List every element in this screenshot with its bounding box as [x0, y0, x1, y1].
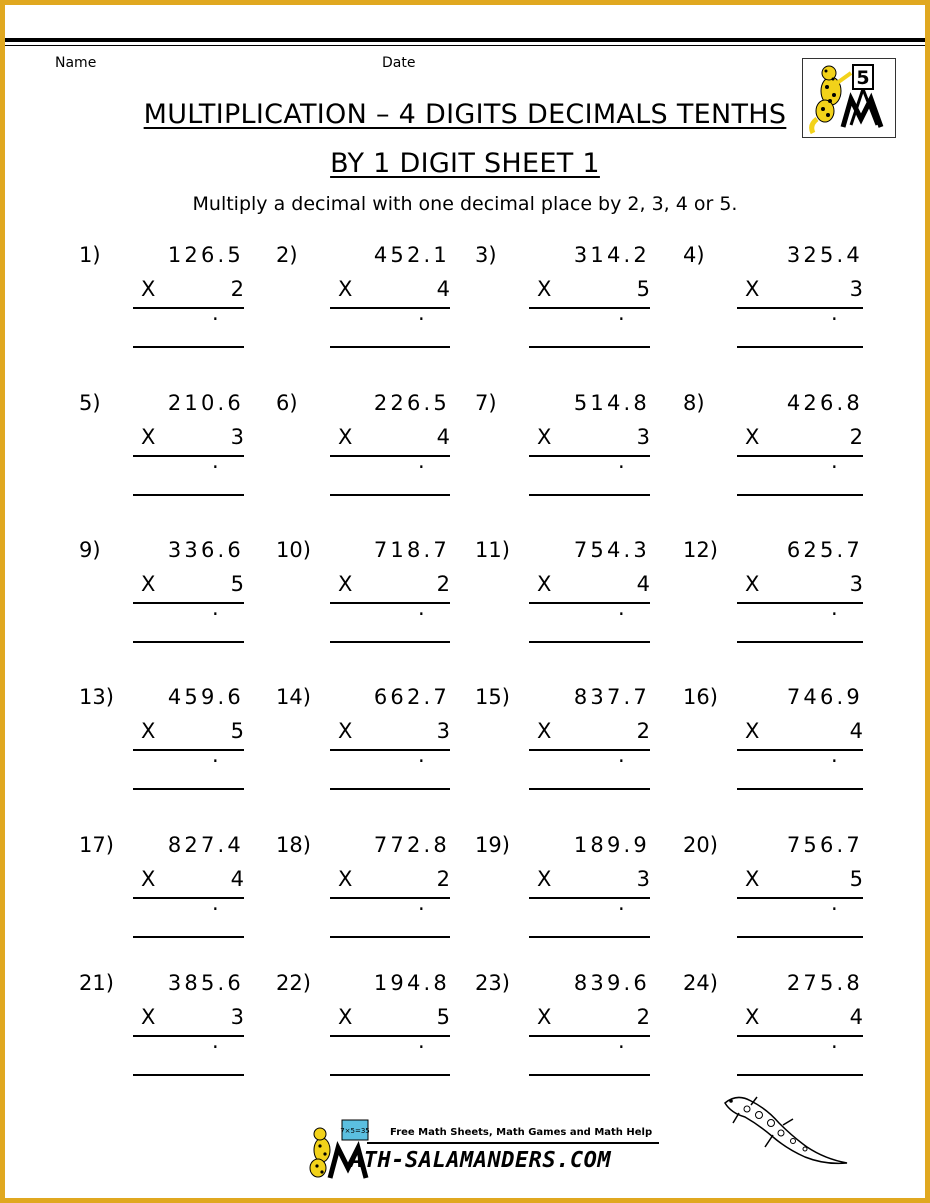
answer-decimal-point: . — [212, 596, 219, 620]
problem-item — [79, 685, 244, 795]
problem-multiplier: 3 — [636, 867, 650, 891]
problem-item — [475, 833, 650, 943]
problem-number: 14) — [276, 685, 311, 709]
top-border-thin — [5, 45, 925, 46]
problem-multiplier: 3 — [230, 1005, 244, 1029]
multiplication-line — [737, 455, 863, 457]
times-sign: X — [537, 572, 552, 596]
times-sign: X — [141, 867, 156, 891]
problem-top-number: 756.7 — [786, 833, 863, 857]
problem-top-number: 839.6 — [573, 971, 650, 995]
times-sign: X — [537, 719, 552, 743]
date-label: Date — [382, 55, 416, 71]
answer-decimal-point: . — [418, 596, 425, 620]
problem-item — [475, 391, 650, 501]
problem-item — [79, 391, 244, 501]
times-sign: X — [338, 425, 353, 449]
times-sign: X — [141, 1005, 156, 1029]
multiplication-line — [330, 749, 450, 751]
answer-decimal-point: . — [212, 1029, 219, 1053]
times-sign: X — [141, 277, 156, 301]
problem-item — [683, 971, 863, 1081]
problem-top-number: 746.9 — [786, 685, 863, 709]
answer-line — [133, 641, 244, 643]
answer-line — [737, 346, 863, 348]
problem-number: 8) — [683, 391, 705, 415]
answer-line — [133, 1074, 244, 1076]
problem-item — [276, 685, 450, 795]
problem-multiplier: 3 — [849, 572, 863, 596]
footer-brand: ATH-SALAMANDERS.COM — [350, 1148, 612, 1173]
answer-line — [529, 494, 650, 496]
svg-text:7×5=35: 7×5=35 — [340, 1127, 370, 1135]
problem-top-number: 827.4 — [167, 833, 244, 857]
multiplication-line — [330, 1035, 450, 1037]
times-sign: X — [537, 277, 552, 301]
answer-decimal-point: . — [618, 891, 625, 915]
problem-multiplier: 2 — [636, 1005, 650, 1029]
times-sign: X — [338, 867, 353, 891]
problem-multiplier: 3 — [436, 719, 450, 743]
times-sign: X — [141, 719, 156, 743]
problem-top-number: 194.8 — [373, 971, 450, 995]
problem-multiplier: 4 — [436, 277, 450, 301]
problem-item — [79, 833, 244, 943]
answer-decimal-point: . — [418, 743, 425, 767]
multiplication-line — [737, 1035, 863, 1037]
answer-line — [133, 346, 244, 348]
times-sign: X — [141, 425, 156, 449]
salamander-mascot-icon — [717, 1091, 852, 1171]
problem-multiplier: 4 — [849, 1005, 863, 1029]
answer-line — [330, 346, 450, 348]
multiplication-line — [529, 602, 650, 604]
multiplication-line — [737, 307, 863, 309]
problem-top-number: 275.8 — [786, 971, 863, 995]
answer-line — [133, 936, 244, 938]
times-sign: X — [745, 572, 760, 596]
problem-multiplier: 5 — [849, 867, 863, 891]
answer-line — [330, 641, 450, 643]
problem-item — [475, 971, 650, 1081]
problem-number: 19) — [475, 833, 510, 857]
problem-item — [79, 243, 244, 353]
times-sign: X — [338, 1005, 353, 1029]
problem-number: 15) — [475, 685, 510, 709]
problem-item — [683, 243, 863, 353]
times-sign: X — [745, 425, 760, 449]
multiplication-line — [133, 897, 244, 899]
answer-decimal-point: . — [618, 449, 625, 473]
multiplication-line — [529, 1035, 650, 1037]
problem-top-number: 837.7 — [573, 685, 650, 709]
problem-item — [276, 243, 450, 353]
problem-item — [276, 538, 450, 648]
problem-item — [276, 391, 450, 501]
multiplication-line — [133, 602, 244, 604]
problem-top-number: 325.4 — [786, 243, 863, 267]
times-sign: X — [338, 277, 353, 301]
problem-number: 22) — [276, 971, 311, 995]
problem-item — [79, 971, 244, 1081]
times-sign: X — [537, 867, 552, 891]
multiplication-line — [133, 455, 244, 457]
problem-multiplier: 4 — [636, 572, 650, 596]
times-sign: X — [338, 719, 353, 743]
problem-top-number: 126.5 — [167, 243, 244, 267]
problem-multiplier: 3 — [636, 425, 650, 449]
worksheet-subtitle: BY 1 DIGIT SHEET 1 — [330, 148, 600, 179]
problem-multiplier: 2 — [436, 572, 450, 596]
problem-item — [475, 685, 650, 795]
times-sign: X — [537, 1005, 552, 1029]
problem-multiplier: 2 — [636, 719, 650, 743]
problem-top-number: 336.6 — [167, 538, 244, 562]
problem-multiplier: 5 — [636, 277, 650, 301]
problem-top-number: 514.8 — [573, 391, 650, 415]
answer-line — [737, 641, 863, 643]
instructions: Multiply a decimal with one decimal place by 2, 3, 4 or 5. — [192, 193, 738, 215]
problem-item — [276, 971, 450, 1081]
answer-decimal-point: . — [831, 301, 838, 325]
problem-top-number: 459.6 — [167, 685, 244, 709]
problem-number: 24) — [683, 971, 718, 995]
answer-line — [330, 936, 450, 938]
multiplication-line — [330, 307, 450, 309]
multiplication-line — [529, 749, 650, 751]
problem-multiplier: 3 — [849, 277, 863, 301]
grade-badge: 5 — [856, 67, 870, 89]
problem-number: 17) — [79, 833, 114, 857]
name-label: Name — [55, 55, 97, 71]
problem-number: 18) — [276, 833, 311, 857]
times-sign: X — [745, 719, 760, 743]
answer-line — [529, 936, 650, 938]
problem-top-number: 754.3 — [573, 538, 650, 562]
problem-top-number: 210.6 — [167, 391, 244, 415]
answer-line — [529, 1074, 650, 1076]
problem-item — [683, 391, 863, 501]
problem-multiplier: 2 — [436, 867, 450, 891]
answer-line — [737, 1074, 863, 1076]
multiplication-line — [133, 307, 244, 309]
problem-number: 3) — [475, 243, 497, 267]
answer-line — [529, 641, 650, 643]
answer-decimal-point: . — [831, 596, 838, 620]
answer-decimal-point: . — [212, 301, 219, 325]
problem-top-number: 385.6 — [167, 971, 244, 995]
top-border-thick — [5, 38, 925, 42]
problem-multiplier: 3 — [230, 425, 244, 449]
times-sign: X — [537, 425, 552, 449]
multiplication-line — [330, 455, 450, 457]
answer-decimal-point: . — [418, 301, 425, 325]
problem-number: 21) — [79, 971, 114, 995]
answer-decimal-point: . — [418, 1029, 425, 1053]
problem-top-number: 662.7 — [373, 685, 450, 709]
times-sign: X — [141, 572, 156, 596]
problem-multiplier: 5 — [436, 1005, 450, 1029]
answer-line — [133, 788, 244, 790]
answer-decimal-point: . — [618, 1029, 625, 1053]
answer-decimal-point: . — [831, 891, 838, 915]
problem-number: 7) — [475, 391, 497, 415]
problem-top-number: 426.8 — [786, 391, 863, 415]
multiplication-line — [737, 897, 863, 899]
problem-multiplier: 2 — [849, 425, 863, 449]
answer-decimal-point: . — [618, 596, 625, 620]
problem-number: 23) — [475, 971, 510, 995]
problem-top-number: 452.1 — [373, 243, 450, 267]
problem-number: 11) — [475, 538, 510, 562]
problem-multiplier: 4 — [230, 867, 244, 891]
problem-multiplier: 2 — [230, 277, 244, 301]
problem-multiplier: 5 — [230, 572, 244, 596]
problem-top-number: 226.5 — [373, 391, 450, 415]
answer-line — [330, 1074, 450, 1076]
problem-number: 6) — [276, 391, 298, 415]
problem-number: 20) — [683, 833, 718, 857]
multiplication-line — [529, 307, 650, 309]
answer-decimal-point: . — [831, 743, 838, 767]
problem-number: 12) — [683, 538, 718, 562]
answer-decimal-point: . — [418, 891, 425, 915]
multiplication-line — [330, 897, 450, 899]
problem-multiplier: 4 — [849, 719, 863, 743]
answer-decimal-point: . — [831, 1029, 838, 1053]
problem-number: 4) — [683, 243, 705, 267]
answer-decimal-point: . — [212, 891, 219, 915]
multiplication-line — [330, 602, 450, 604]
problem-top-number: 314.2 — [573, 243, 650, 267]
answer-decimal-point: . — [618, 743, 625, 767]
times-sign: X — [745, 867, 760, 891]
answer-line — [330, 494, 450, 496]
answer-line — [529, 788, 650, 790]
problem-item — [276, 833, 450, 943]
multiplication-line — [529, 455, 650, 457]
answer-line — [330, 788, 450, 790]
problem-number: 10) — [276, 538, 311, 562]
footer-divider — [367, 1142, 659, 1144]
worksheet-title: MULTIPLICATION – 4 DIGITS DECIMALS TENTHS — [143, 99, 787, 130]
problem-multiplier: 5 — [230, 719, 244, 743]
problem-number: 5) — [79, 391, 101, 415]
times-sign: X — [745, 1005, 760, 1029]
answer-decimal-point: . — [212, 743, 219, 767]
problem-item — [683, 685, 863, 795]
multiplication-line — [133, 1035, 244, 1037]
footer-tagline: Free Math Sheets, Math Games and Math Help — [390, 1127, 653, 1138]
problem-item — [683, 538, 863, 648]
answer-line — [737, 788, 863, 790]
problem-item — [79, 538, 244, 648]
multiplication-line — [529, 897, 650, 899]
problem-number: 13) — [79, 685, 114, 709]
multiplication-line — [737, 749, 863, 751]
answer-line — [529, 346, 650, 348]
answer-line — [737, 936, 863, 938]
problem-item — [475, 243, 650, 353]
problem-top-number: 189.9 — [573, 833, 650, 857]
times-sign: X — [745, 277, 760, 301]
problem-item — [683, 833, 863, 943]
problem-number: 16) — [683, 685, 718, 709]
problem-top-number: 718.7 — [373, 538, 450, 562]
answer-line — [737, 494, 863, 496]
answer-decimal-point: . — [212, 449, 219, 473]
problem-top-number: 625.7 — [786, 538, 863, 562]
problem-number: 9) — [79, 538, 101, 562]
multiplication-line — [737, 602, 863, 604]
times-sign: X — [338, 572, 353, 596]
answer-decimal-point: . — [418, 449, 425, 473]
multiplication-line — [133, 749, 244, 751]
answer-line — [133, 494, 244, 496]
worksheet — [5, 5, 925, 1198]
problem-top-number: 772.8 — [373, 833, 450, 857]
answer-decimal-point: . — [831, 449, 838, 473]
problem-multiplier: 4 — [436, 425, 450, 449]
answer-decimal-point: . — [618, 301, 625, 325]
problem-number: 1) — [79, 243, 101, 267]
problem-item — [475, 538, 650, 648]
problem-number: 2) — [276, 243, 298, 267]
